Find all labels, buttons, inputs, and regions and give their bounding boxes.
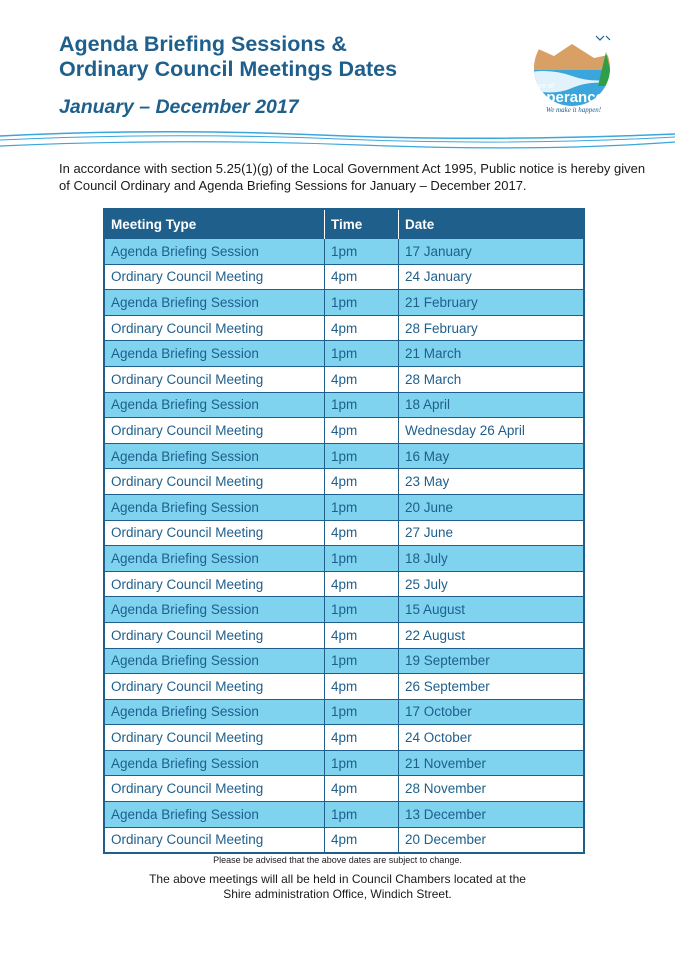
cell-date: 18 April <box>399 392 585 418</box>
cell-date: 24 January <box>399 264 585 290</box>
disclaimer-text: Please be advised that the above dates are subject to change. <box>213 855 462 865</box>
venue-text <box>0 872 675 902</box>
cell-time: 1pm <box>325 392 399 418</box>
cell-meeting-type: Ordinary Council Meeting <box>104 674 325 700</box>
cell-meeting-type: Agenda Briefing Session <box>104 341 325 367</box>
cell-date: 21 February <box>399 290 585 316</box>
cell-meeting-type: Ordinary Council Meeting <box>104 725 325 751</box>
cell-meeting-type: Agenda Briefing Session <box>104 494 325 520</box>
cell-date: Wednesday 26 April <box>399 418 585 444</box>
cell-date: 19 September <box>399 648 585 674</box>
cell-time: 1pm <box>325 494 399 520</box>
cell-time: 1pm <box>325 699 399 725</box>
cell-time: 1pm <box>325 443 399 469</box>
wave-divider <box>0 124 675 158</box>
cell-meeting-type: Agenda Briefing Session <box>104 443 325 469</box>
shire-of-esperance-logo <box>514 30 632 118</box>
table-row <box>104 802 584 828</box>
cell-meeting-type: Ordinary Council Meeting <box>104 315 325 341</box>
logo-small-text: Shire of <box>530 83 555 90</box>
cell-meeting-type: Agenda Briefing Session <box>104 750 325 776</box>
cell-meeting-type: Agenda Briefing Session <box>104 392 325 418</box>
cell-date: 22 August <box>399 622 585 648</box>
table-row <box>104 264 584 290</box>
cell-date: 28 March <box>399 366 585 392</box>
page-subtitle: January – December 2017 <box>59 96 299 118</box>
cell-time: 4pm <box>325 827 399 853</box>
cell-time: 4pm <box>325 520 399 546</box>
cell-meeting-type: Agenda Briefing Session <box>104 290 325 316</box>
cell-time: 1pm <box>325 341 399 367</box>
cell-date: 26 September <box>399 674 585 700</box>
header-meeting-type: Meeting Type <box>104 209 325 239</box>
table-row <box>104 622 584 648</box>
header-date: Date <box>399 209 585 239</box>
table-header-row <box>104 209 584 239</box>
cell-time: 1pm <box>325 648 399 674</box>
cell-meeting-type: Ordinary Council Meeting <box>104 469 325 495</box>
cell-meeting-type: Ordinary Council Meeting <box>104 827 325 853</box>
cell-date: 28 February <box>399 315 585 341</box>
table-row <box>104 290 584 316</box>
cell-date: 28 November <box>399 776 585 802</box>
meetings-table-body <box>104 239 584 854</box>
page-title <box>59 32 397 82</box>
cell-time: 4pm <box>325 469 399 495</box>
cell-date: 23 May <box>399 469 585 495</box>
cell-date: 25 July <box>399 571 585 597</box>
table-row <box>104 239 584 265</box>
cell-date: 20 December <box>399 827 585 853</box>
table-row <box>104 827 584 853</box>
title-line-1: Agenda Briefing Sessions & <box>59 32 347 56</box>
table-row <box>104 392 584 418</box>
cell-meeting-type: Ordinary Council Meeting <box>104 418 325 444</box>
cell-time: 1pm <box>325 597 399 623</box>
cell-date: 15 August <box>399 597 585 623</box>
cell-time: 1pm <box>325 750 399 776</box>
table-row <box>104 315 584 341</box>
cell-meeting-type: Ordinary Council Meeting <box>104 520 325 546</box>
cell-meeting-type: Agenda Briefing Session <box>104 648 325 674</box>
cell-time: 4pm <box>325 571 399 597</box>
cell-meeting-type: Agenda Briefing Session <box>104 699 325 725</box>
table-row <box>104 443 584 469</box>
table-row <box>104 520 584 546</box>
cell-date: 18 July <box>399 546 585 572</box>
table-row <box>104 341 584 367</box>
cell-meeting-type: Agenda Briefing Session <box>104 239 325 265</box>
cell-date: 27 June <box>399 520 585 546</box>
cell-meeting-type: Agenda Briefing Session <box>104 546 325 572</box>
venue-line-2: Shire administration Office, Windich Street. <box>223 887 452 901</box>
cell-date: 20 June <box>399 494 585 520</box>
cell-date: 16 May <box>399 443 585 469</box>
cell-time: 1pm <box>325 546 399 572</box>
table-row <box>104 648 584 674</box>
table-row <box>104 366 584 392</box>
logo-name: Esperance <box>528 89 604 106</box>
cell-time: 4pm <box>325 418 399 444</box>
table-row <box>104 776 584 802</box>
cell-date: 21 March <box>399 341 585 367</box>
cell-time: 1pm <box>325 290 399 316</box>
cell-time: 1pm <box>325 802 399 828</box>
table-row <box>104 546 584 572</box>
intro-paragraph: In accordance with section 5.25(1)(g) of the Local Government Act 1995, Public notice is hereby given of Council Ordinary and Agenda Briefing Sessions for January – December 2017. <box>59 161 646 193</box>
table-row <box>104 494 584 520</box>
header-time: Time <box>325 209 399 239</box>
cell-meeting-type: Ordinary Council Meeting <box>104 366 325 392</box>
cell-time: 4pm <box>325 315 399 341</box>
table-row <box>104 571 584 597</box>
cell-meeting-type: Agenda Briefing Session <box>104 597 325 623</box>
cell-time: 4pm <box>325 674 399 700</box>
table-row <box>104 469 584 495</box>
cell-date: 13 December <box>399 802 585 828</box>
cell-meeting-type: Ordinary Council Meeting <box>104 622 325 648</box>
cell-time: 4pm <box>325 366 399 392</box>
meetings-table <box>103 208 585 854</box>
cell-date: 24 October <box>399 725 585 751</box>
title-line-2: Ordinary Council Meetings Dates <box>59 57 398 81</box>
table-row <box>104 725 584 751</box>
cell-date: 17 January <box>399 239 585 265</box>
cell-time: 4pm <box>325 725 399 751</box>
cell-meeting-type: Ordinary Council Meeting <box>104 264 325 290</box>
table-row <box>104 699 584 725</box>
table-row <box>104 674 584 700</box>
cell-time: 4pm <box>325 776 399 802</box>
venue-line-1: The above meetings will all be held in Council Chambers located at the <box>149 872 526 886</box>
table-row <box>104 750 584 776</box>
cell-meeting-type: Ordinary Council Meeting <box>104 571 325 597</box>
cell-date: 21 November <box>399 750 585 776</box>
cell-time: 1pm <box>325 239 399 265</box>
cell-meeting-type: Agenda Briefing Session <box>104 802 325 828</box>
table-row <box>104 597 584 623</box>
logo-tagline: We make it happen! <box>546 106 602 114</box>
table-row <box>104 418 584 444</box>
cell-time: 4pm <box>325 264 399 290</box>
cell-date: 17 October <box>399 699 585 725</box>
cell-meeting-type: Ordinary Council Meeting <box>104 776 325 802</box>
cell-time: 4pm <box>325 622 399 648</box>
logo-birds <box>596 36 610 40</box>
